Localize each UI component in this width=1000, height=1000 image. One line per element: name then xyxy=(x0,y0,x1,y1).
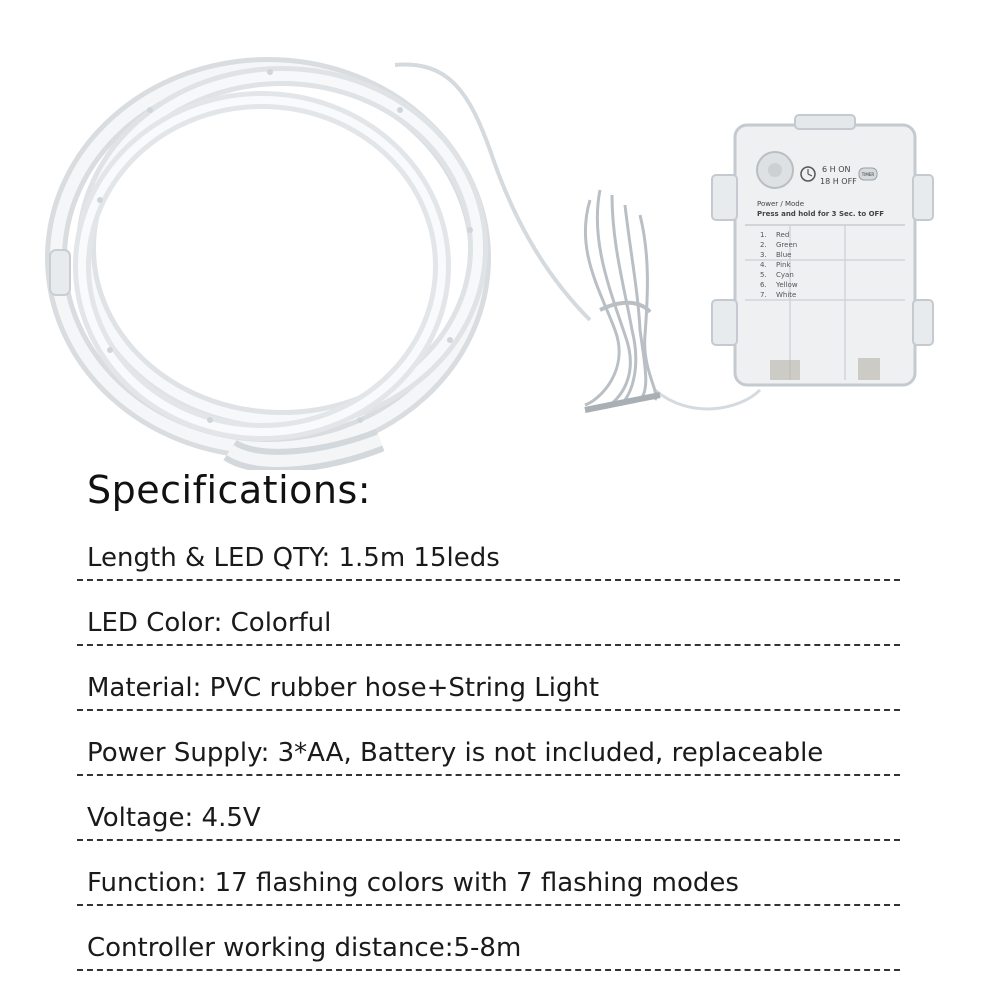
spec-row-led-color xyxy=(77,588,900,646)
spec-row-power-supply xyxy=(77,718,900,776)
timer-off-label: 18 H OFF xyxy=(820,177,857,186)
spec-length-text: Length & LED QTY: 1.5m 15leds xyxy=(87,543,500,573)
spec-function-text: Function: 17 flashing colors with 7 flashing modes xyxy=(87,868,739,898)
mode-label: White xyxy=(776,291,797,299)
mode-label: Green xyxy=(776,241,798,249)
mode-label: Red xyxy=(776,231,790,239)
mode-instruction: Press and hold for 3 Sec. to OFF xyxy=(757,210,885,218)
mode-heading: Power / Mode xyxy=(757,200,805,208)
mode-number: 3. xyxy=(760,251,767,259)
spec-row-function xyxy=(77,848,900,906)
spec-row-material xyxy=(77,653,900,711)
spec-distance-text: Controller working distance:5-8m xyxy=(87,933,522,963)
mode-number: 6. xyxy=(760,281,767,289)
spec-material-text: Material: PVC rubber hose+String Light xyxy=(87,673,600,703)
mode-number: 1. xyxy=(760,231,767,239)
timer-on-label: 6 H ON xyxy=(822,165,851,174)
bundled-wire xyxy=(585,190,660,410)
mode-number: 7. xyxy=(760,291,767,299)
spec-row-length xyxy=(77,523,900,581)
spec-power-supply-text: Power Supply: 3*AA, Battery is not included, replaceable xyxy=(87,738,824,768)
battery-box xyxy=(712,115,933,385)
spec-row-distance xyxy=(77,913,900,971)
mode-number: 5. xyxy=(760,271,767,279)
mode-label: Blue xyxy=(776,251,792,259)
spec-led-color-text: LED Color: Colorful xyxy=(87,608,332,638)
mode-label: Yellow xyxy=(776,281,798,289)
spec-row-voltage xyxy=(77,783,900,841)
mode-number: 4. xyxy=(760,261,767,269)
product-image xyxy=(0,0,1000,470)
mode-label: Cyan xyxy=(776,271,794,279)
rope-light-coil xyxy=(50,65,760,461)
timer-button-label: TIMER xyxy=(861,172,875,177)
mode-label: Pink xyxy=(776,261,791,269)
specifications-title: Specifications: xyxy=(87,468,372,512)
mode-number: 2. xyxy=(760,241,767,249)
spec-voltage-text: Voltage: 4.5V xyxy=(87,803,261,833)
